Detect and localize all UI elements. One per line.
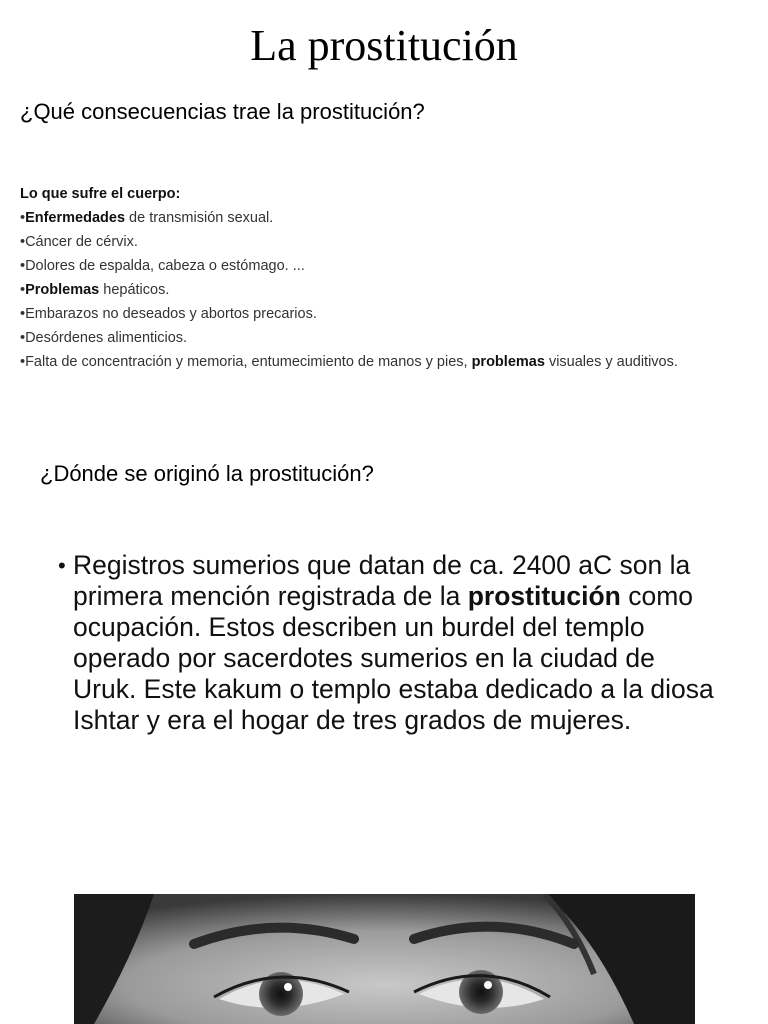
question-origin: ¿Dónde se originó la prostitución? bbox=[40, 461, 374, 486]
bullet-symbol: • bbox=[20, 234, 26, 250]
question-consequences: ¿Qué consecuencias trae la prostitución? bbox=[20, 99, 425, 124]
bullet-item: •Embarazos no deseados y abortos precarios. bbox=[20, 306, 317, 322]
bullet-symbol: • bbox=[20, 210, 26, 226]
bullet-symbol: • bbox=[20, 330, 26, 346]
bullet-symbol: • bbox=[20, 258, 26, 274]
bullet-item: •Dolores de espalda, cabeza o estómago. ... bbox=[20, 258, 305, 274]
bullet-item: •Desórdenes alimenticios. bbox=[20, 330, 188, 346]
bullet-symbol: • bbox=[20, 354, 26, 370]
bullet-symbol: • bbox=[20, 282, 26, 298]
consequences-section bbox=[20, 185, 720, 377]
body-heading: Lo que sufre el cuerpo: bbox=[20, 186, 181, 202]
page-title: La prostitución bbox=[250, 21, 518, 70]
bullet-item: •Falta de concentración y memoria, entumecimiento de manos y pies, problemas visuales y auditivos. bbox=[20, 354, 678, 370]
origin-paragraph bbox=[58, 550, 718, 736]
bullet-symbol: • bbox=[20, 306, 26, 322]
photo-illustration bbox=[74, 894, 695, 1024]
woman-eyes-photo bbox=[74, 894, 695, 1024]
bullet-item: •Problemas hepáticos. bbox=[20, 282, 170, 298]
bullet-item: •Enfermedades de transmisión sexual. bbox=[20, 210, 274, 226]
bullet-item: •Cáncer de cérvix. bbox=[20, 234, 138, 250]
paragraph-text: Registros sumerios que datan de ca. 2400 aC son la primera mención registrada de la prostitución como ocupación. Estos describen un burdel del templo operado por sacerdotes sumerios en la ciudad de Uruk. Este kakum o templo estaba dedicado a la diosa Ishtar y era el hogar de tres grados de mujeres. bbox=[73, 550, 714, 735]
bullet-symbol: • bbox=[58, 553, 66, 578]
